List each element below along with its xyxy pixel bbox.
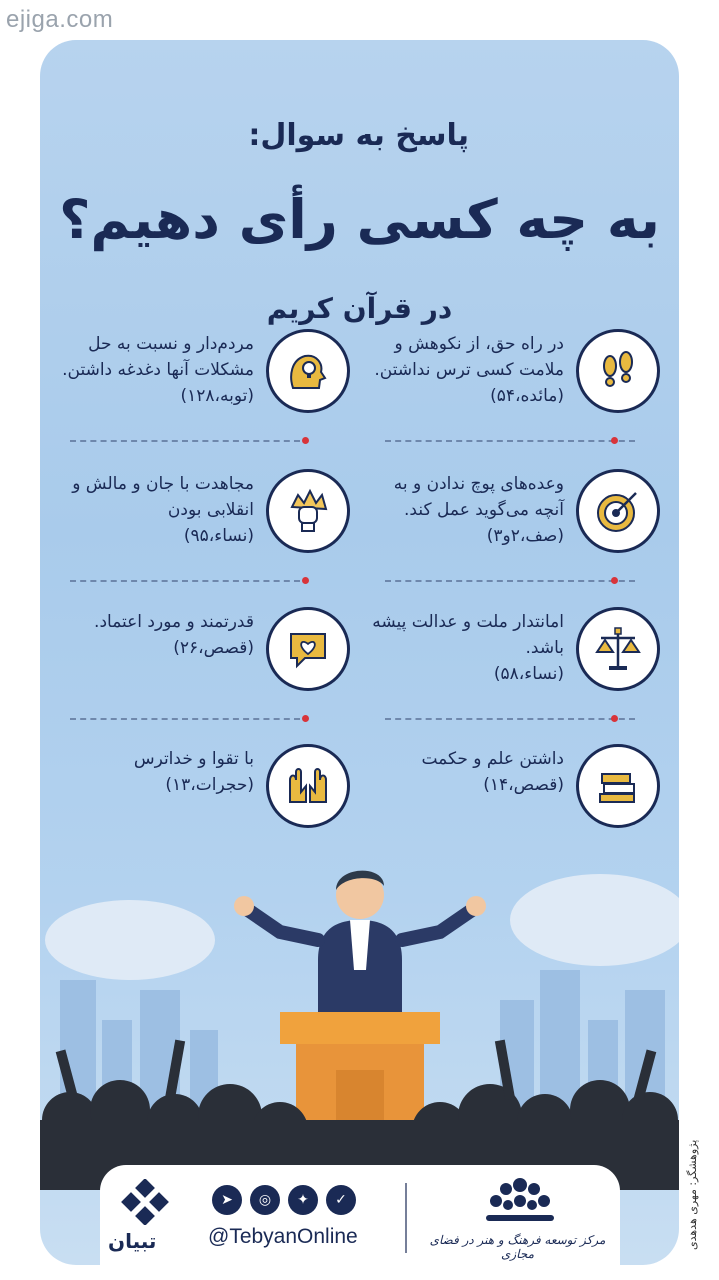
- item-ref: (مائده،۵۴): [490, 386, 564, 406]
- social-handle[interactable]: @TebyanOnline: [208, 1225, 358, 1248]
- item-icon-circle: [266, 329, 350, 413]
- item-icon-circle: [266, 607, 350, 691]
- item-text: مردم‌دار و نسبت به حل مشکلات آنها دغدغه داشتن.: [62, 334, 254, 380]
- researcher-credit: پژوهشگر: مهری هدهدی: [686, 1140, 699, 1251]
- books-icon: [594, 762, 642, 810]
- item-text: قدرتمند و مورد اعتماد.: [94, 612, 254, 632]
- item-ref: (نساء،۹۵): [183, 526, 254, 546]
- divider-dot: [302, 715, 309, 722]
- divider-dot: [611, 715, 618, 722]
- item-text: داشتن علم و حکمت: [421, 749, 564, 769]
- item-people-oriented: [50, 325, 350, 415]
- infographic-card: [40, 40, 679, 1265]
- item-text: وعده‌های پوچ ندادن و به آنچه می‌گوید عمل کند.: [393, 474, 564, 520]
- divider-dot: [611, 437, 618, 444]
- item-piety: [50, 740, 350, 830]
- footer-panel: [100, 1165, 620, 1265]
- organization-logo-icon: [480, 1173, 560, 1229]
- twitter-icon[interactable]: ✦: [288, 1185, 318, 1215]
- check-icon[interactable]: ✓: [326, 1185, 356, 1215]
- item-justice: [360, 603, 660, 693]
- item-struggle: [50, 465, 350, 555]
- item-footprints: [360, 325, 660, 415]
- title-line-2: به چه کسی رأی دهیم؟: [59, 188, 660, 251]
- item-trustworthy: [50, 603, 350, 693]
- instagram-icon[interactable]: ◎: [250, 1185, 280, 1215]
- item-ref: (حجرات،۱۳): [165, 775, 254, 795]
- item-ref: (قصص،۱۴): [483, 775, 564, 795]
- item-icon-circle: [576, 607, 660, 691]
- item-icon-circle: [266, 744, 350, 828]
- item-knowledge: [360, 740, 660, 830]
- heart-chat-icon: [285, 626, 331, 672]
- item-target: [360, 465, 660, 555]
- justice-scales-icon: [593, 624, 643, 674]
- tebyan-logo-icon: [118, 1179, 174, 1225]
- raised-fist-icon: [284, 487, 332, 535]
- row-divider: [70, 580, 300, 582]
- item-text: با تقوا و خداترس: [133, 749, 254, 769]
- item-ref: (صف،۲و۳): [486, 526, 564, 546]
- head-lightbulb-icon: [283, 346, 333, 396]
- organization-name: مرکز توسعه فرهنگ و هنر در فضای مجازی: [429, 1233, 606, 1261]
- site-watermark: ejiga.com: [6, 6, 114, 33]
- divider-dot: [302, 437, 309, 444]
- footprints-icon: [595, 348, 641, 394]
- row-divider: [70, 718, 300, 720]
- row-divider: [70, 440, 300, 442]
- item-ref: (توبه،۱۲۸): [180, 386, 254, 406]
- divider-dot: [611, 577, 618, 584]
- speaker-podium-illustration: [40, 820, 679, 1190]
- row-divider: [385, 580, 635, 582]
- item-icon-circle: [576, 744, 660, 828]
- title-line-3: در قرآن کریم: [266, 292, 453, 325]
- item-icon-circle: [576, 329, 660, 413]
- social-icons: [212, 1185, 356, 1215]
- item-icon-circle: [576, 469, 660, 553]
- item-text: امانتدار ملت و عدالت پیشه باشد.: [372, 612, 564, 658]
- item-text: مجاهدت با جان و مالش و انقلابی بودن: [72, 474, 254, 520]
- row-divider: [385, 440, 635, 442]
- divider-dot: [302, 577, 309, 584]
- item-ref: (قصص،۲۶): [173, 638, 254, 658]
- item-ref: (نساء،۵۸): [493, 664, 564, 684]
- item-icon-circle: [266, 469, 350, 553]
- tebyan-brand-text: تبیان: [108, 1229, 157, 1253]
- item-text: در راه حق، از نکوهش و ملامت کسی ترس نداشتن.: [374, 334, 564, 380]
- telegram-icon[interactable]: ➤: [212, 1185, 242, 1215]
- footer-separator: [405, 1183, 407, 1253]
- praying-hands-icon: [284, 762, 332, 810]
- target-icon: [594, 487, 642, 535]
- row-divider: [385, 718, 635, 720]
- title-line-1: پاسخ به سوال:: [248, 118, 469, 153]
